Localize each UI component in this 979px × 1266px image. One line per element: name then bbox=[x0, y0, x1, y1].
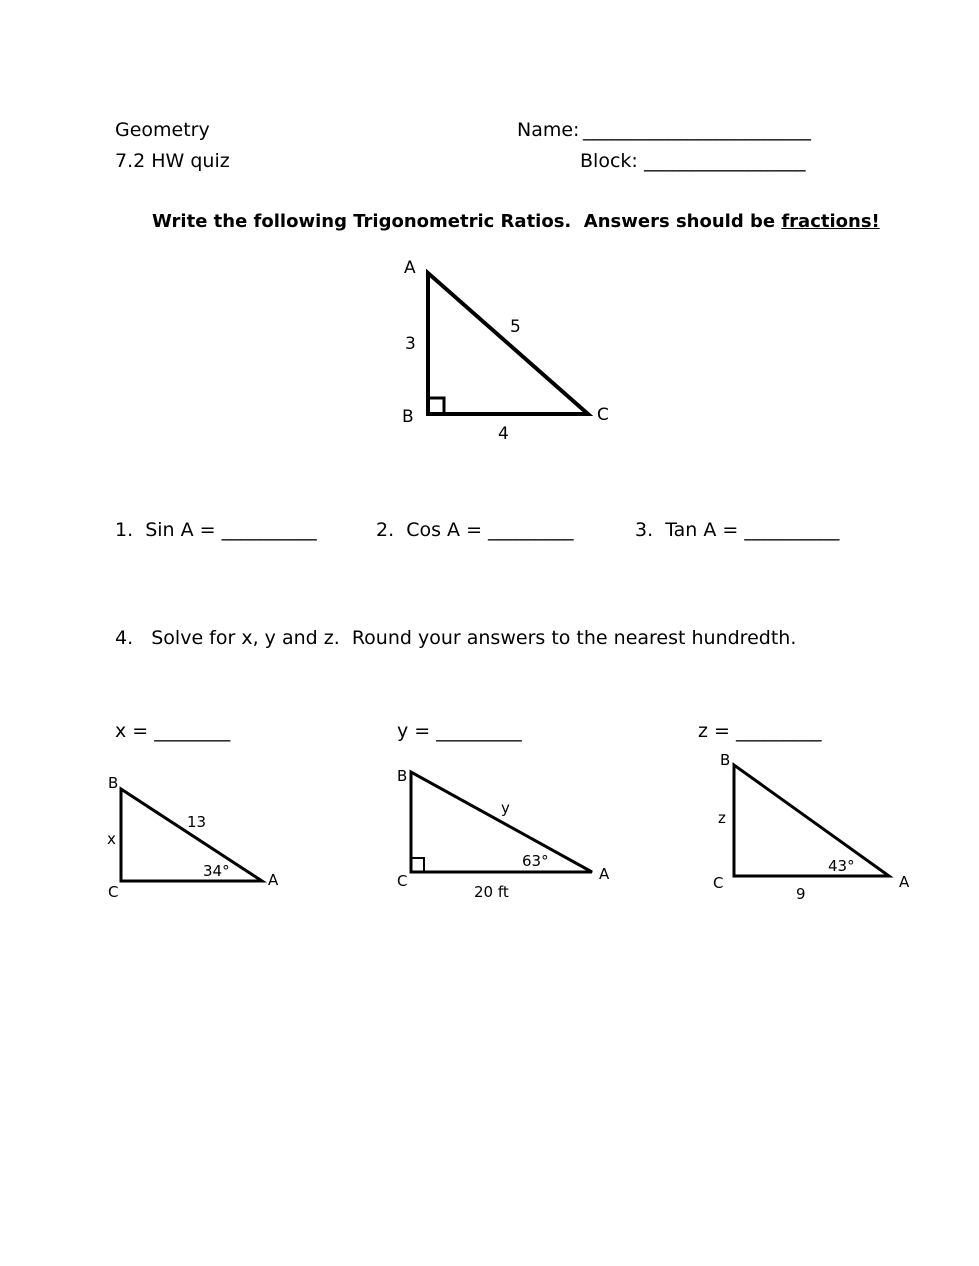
question-cos[interactable]: 2. Cos A = _________ bbox=[376, 519, 574, 541]
tri-z-base: 9 bbox=[796, 885, 806, 903]
block-field[interactable]: _________________ bbox=[644, 150, 806, 172]
answer-y[interactable]: y = _________ bbox=[397, 720, 522, 742]
tri-y-vertex-a: A bbox=[599, 865, 610, 883]
question-sin[interactable]: 1. Sin A = __________ bbox=[115, 519, 317, 541]
instructions-emphasis: fractions! bbox=[781, 211, 880, 232]
tri-z-angle: 43° bbox=[828, 857, 855, 875]
main-side-ab: 3 bbox=[405, 334, 416, 354]
tri-x-angle: 34° bbox=[203, 862, 230, 880]
name-label: Name: bbox=[517, 119, 580, 141]
instructions-text: Write the following Trigonometric Ratios. Answers should be bbox=[152, 211, 782, 232]
main-vertex-a: A bbox=[404, 258, 416, 278]
answer-z[interactable]: z = _________ bbox=[698, 720, 822, 742]
tri-y-vertex-b: B bbox=[397, 767, 408, 785]
tri-x-vertex-b: B bbox=[108, 774, 119, 792]
problem-4: 4. Solve for x, y and z. Round your answers to the nearest hundredth. bbox=[115, 627, 797, 649]
tri-y-angle: 63° bbox=[522, 852, 549, 870]
tri-y-vertex-c: C bbox=[397, 872, 408, 890]
tri-z-vertex-c: C bbox=[713, 874, 724, 892]
triangle-x bbox=[121, 789, 262, 881]
triangle-z bbox=[734, 765, 889, 876]
course-title: Geometry bbox=[115, 119, 210, 141]
main-side-ac: 5 bbox=[510, 317, 521, 337]
answer-x[interactable]: x = ________ bbox=[115, 720, 231, 742]
name-field[interactable]: ________________________ bbox=[583, 119, 811, 141]
tri-x-side-x: x bbox=[107, 830, 116, 848]
block-label: Block: bbox=[580, 150, 638, 172]
tri-x-hyp: 13 bbox=[187, 813, 207, 831]
main-vertex-c: C bbox=[597, 405, 609, 425]
quiz-title: 7.2 HW quiz bbox=[115, 150, 230, 172]
main-triangle bbox=[428, 273, 588, 414]
triangle-y bbox=[411, 772, 592, 872]
tri-y-hyp: y bbox=[501, 799, 510, 817]
tri-z-side-z: z bbox=[718, 809, 726, 827]
main-side-bc: 4 bbox=[498, 424, 509, 444]
tri-z-vertex-a: A bbox=[899, 873, 910, 891]
main-vertex-b: B bbox=[402, 407, 414, 427]
tri-z-vertex-b: B bbox=[720, 751, 731, 769]
tri-y-base: 20 ft bbox=[474, 883, 509, 901]
tri-x-vertex-c: C bbox=[108, 883, 119, 901]
tri-x-vertex-a: A bbox=[268, 871, 279, 889]
question-tan[interactable]: 3. Tan A = __________ bbox=[635, 519, 840, 541]
